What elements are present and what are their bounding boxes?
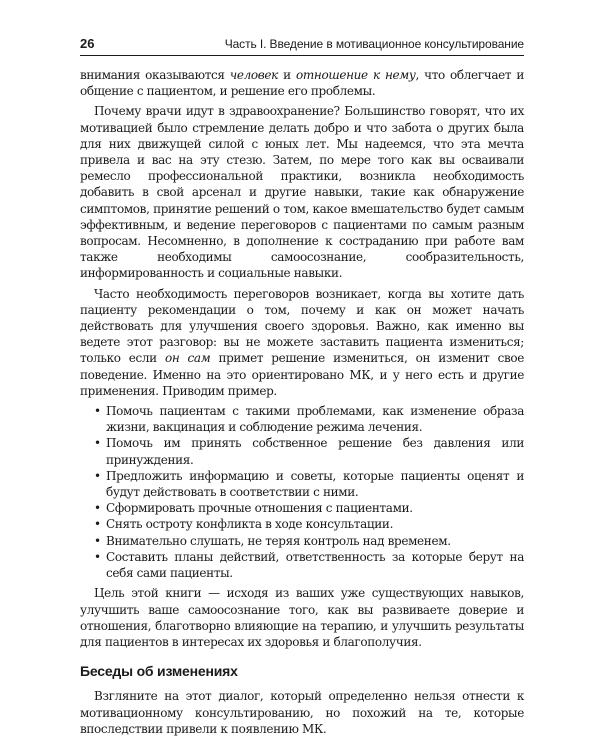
paragraph-3-text-b: примет решение измениться, он изменит свое поведение. Именно на это ориентировано МК, и у него есть и другие применения. Приводим пример. [80,351,524,398]
list-item-text: Снять остроту конфликта в ходе консультации. [106,517,394,532]
paragraph-negotiation [80,286,524,399]
running-title: Часть I. Введение в мотивационное консультирование [224,37,524,51]
paragraph-3-text-a: Часто необходимость переговоров возникает, когда вы хотите дать пациенту рекомендации о том, почему и как он может начать действовать для улучшения своего здоровья. Важно, как именно вы ведете этот разговор: вы не можете заставить пациента измениться; только если [80,286,524,366]
list-item [80,533,524,549]
bullet-list [80,403,524,581]
book-page [80,36,524,741]
bullet-icon: • [94,533,101,548]
paragraph-1-text-a: внимания оказываются [80,68,230,82]
list-item-text: Составить планы действий, ответственность за которые берут на себя сами пациенты. [106,549,524,581]
paragraph-1-italic-person: человек [229,68,278,82]
list-item [80,468,524,500]
list-item-text: Помочь им принять собственное решение без давления или принуждения. [106,436,524,467]
paragraph-dialogue-intro: Взгляните на этот диалог, который определенно нельзя отнести к мотивационному консультированию, но похожий на те, которые впоследствии привели к появлению МК. [80,689,524,736]
list-item-text: Предложить информацию и советы, которые пациенты оценят и будут действовать в соответствии с ними. [106,468,524,500]
list-item [80,403,524,435]
list-item-text: Внимательно слушать, не теряя контроль над временем. [106,533,451,548]
paragraph-book-goal: Цель этой книги — исходя из ваших уже существующих навыков, улучшить ваше самоосознание того, как вы развиваете доверие и отношения, благотворно влияющие на терапию, и улучшить результаты для пациентов в интересах их здоровья и благополучия. [80,586,524,649]
page-number: 26 [80,36,95,51]
bullet-icon: • [94,549,101,564]
paragraph-why-doctors: Почему врачи идут в здравоохранение? Большинство говорят, что их мотивацией было стремление делать добро и что забота о других была для них движущей силой с юных лет. Мы надеемся, что эта мечта привела и вас на эту стезю. Затем, по мере того как вы осваивали ремесло профессиональной практики, возникла необходимость добавить в свой арсенал и другие навыки, такие как обнаружение симптомов, принятие решений о том, какое вмешательство будет самым эффективным, и ведение переговоров с пациентами по самым разным вопросам. Несомненно, в дополнение к состраданию при работе вам также необходимы самоосознание, сообразительность, информированность и социальные навыки. [80,104,524,281]
list-item-text: Помочь пациентам с такими проблемами, как изменение образа жизни, вакцинация и соблюдение режима лечения. [106,404,524,435]
list-item-text: Сформировать прочные отношения с пациентами. [106,501,413,516]
paragraph-1-text-b: и [278,68,296,82]
bullet-icon: • [94,404,101,419]
paragraph-continuation [80,67,524,99]
bullet-icon: • [94,501,101,516]
list-item [80,549,524,581]
bullet-icon: • [94,468,101,483]
paragraph-1-italic-attitude: отношение к нему [296,68,416,82]
paragraph-3-italic: он сам [164,351,211,366]
section-heading: Беседы об изменениях [80,663,238,680]
bullet-icon: • [94,517,101,532]
list-item [80,435,524,467]
list-item [80,500,524,516]
running-head [80,36,524,56]
bullet-icon: • [94,436,101,451]
paragraph-1-text-c: , что облегчает и общение с пациентом, и решение его проблемы. [80,68,524,99]
list-item [80,516,524,532]
body-text [80,67,524,737]
